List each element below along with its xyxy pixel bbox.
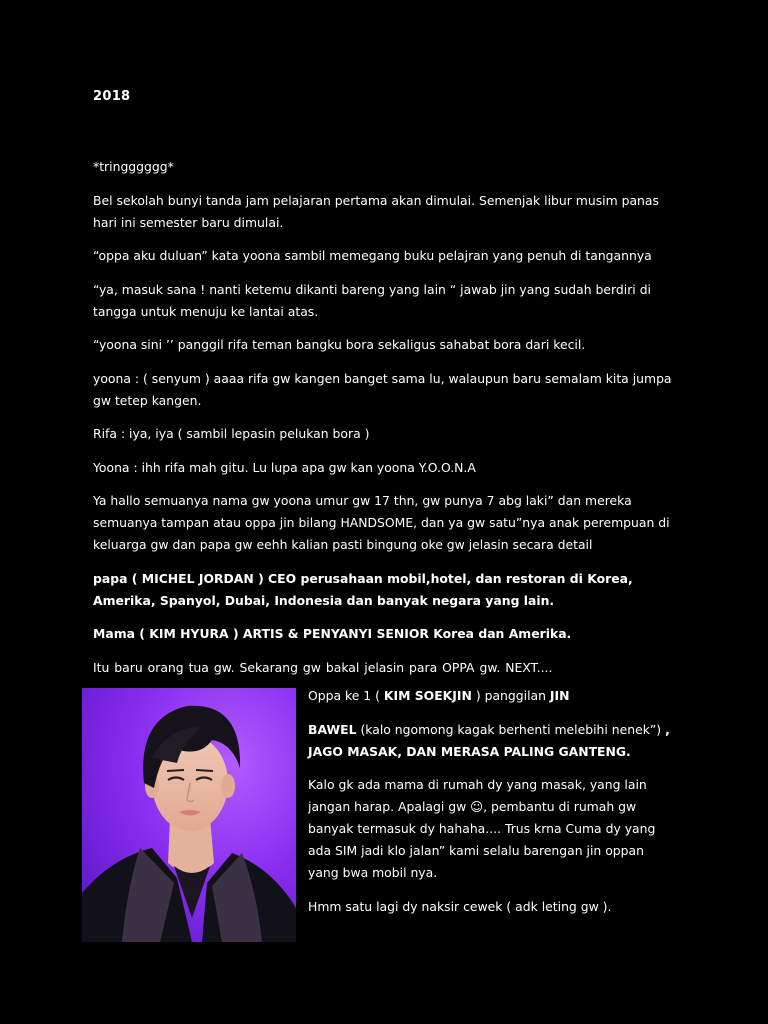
profile-intro (308, 685, 678, 707)
paragraph-papa: papa ( MICHEL JORDAN ) CEO perusahaan mobil,hotel, dan restoran di Korea, Amerika, Spanyol, Dubai, Indonesia dan banyak negara yang lain. (93, 570, 633, 608)
trait-list: , JAGO MASAK, DAN MERASA PALING GANTENG. (308, 721, 670, 759)
paragraph: Itu baru orang tua gw. Sekarang gw bakal jelasin para OPPA gw. NEXT.... (93, 659, 553, 675)
profile-paragraph: Kalo gk ada mama di rumah dy yang masak, yang lain jangan harap. Apalagi gw ☺, pembantu di rumah gw banyak termasuk dy hahaha.... Trus krna Cuma dy yang ada SIM jadi klo jalan” kami selalu barengan jin oppan yang bwa mobil nya. (308, 777, 656, 880)
year-heading: 2018 (93, 89, 131, 104)
character-name: KIM SOEKJIN (383, 688, 472, 703)
intro-middle: ) panggilan (471, 688, 550, 703)
character-nickname: JIN (549, 688, 570, 703)
intro-prefix: Oppa ke 1 ( (308, 688, 384, 703)
paragraph: “yoona sini ’’ panggil rifa teman bangku bora sekaligus sahabat bora dari kecil. (93, 337, 586, 352)
trait-bawel-note: (kalo ngomong kagak berhenti melebihi nenek”) (356, 721, 666, 737)
paragraph: yoona : ( senyum ) aaaa rifa gw kangen banget sama lu, walaupun baru semalam kita jumpa gw tetep kangen. (93, 370, 672, 408)
paragraph: Ya hallo semuanya nama gw yoona umur gw 17 thn, gw punya 7 abg laki” dan mereka semuanya tampan atau oppa jin bilang HANDSOME, dan ya gw satu”nya anak perempuan di keluarga gw dan papa gw eehh kalian pasti bingung oke gw jelasin secara detail (93, 493, 670, 552)
portrait-image (82, 688, 296, 942)
paragraph: “oppa aku duluan” kata yoona sambil memegang buku pelajran yang penuh di tangannya (93, 248, 652, 263)
character-profile (308, 685, 678, 929)
profile-paragraph: Hmm satu lagi dy naksir cewek ( adk leting gw ). (308, 898, 612, 914)
paragraph: *tringggggg* (93, 159, 174, 174)
portrait-illustration (82, 688, 296, 942)
paragraph-mama: Mama ( KIM HYURA ) ARTIS & PENYANYI SENIOR Korea dan Amerika. (93, 626, 572, 641)
profile-traits (308, 719, 678, 763)
story-body (93, 156, 683, 690)
trait-bawel: BAWEL (308, 721, 357, 737)
paragraph: Yoona : ihh rifa mah gitu. Lu lupa apa gw kan yoona Y.O.O.N.A (93, 459, 476, 475)
paragraph: Bel sekolah bunyi tanda jam pelajaran pertama akan dimulai. Semenjak libur musim panas hari ini semester baru dimulai. (93, 192, 659, 230)
paragraph: Rifa : iya, iya ( sambil lepasin pelukan bora ) (93, 426, 370, 441)
paragraph: “ya, masuk sana ! nanti ketemu dikanti bareng yang lain “ jawab jin yang sudah berdiri di tangga untuk menuju ke lantai atas. (93, 281, 652, 319)
